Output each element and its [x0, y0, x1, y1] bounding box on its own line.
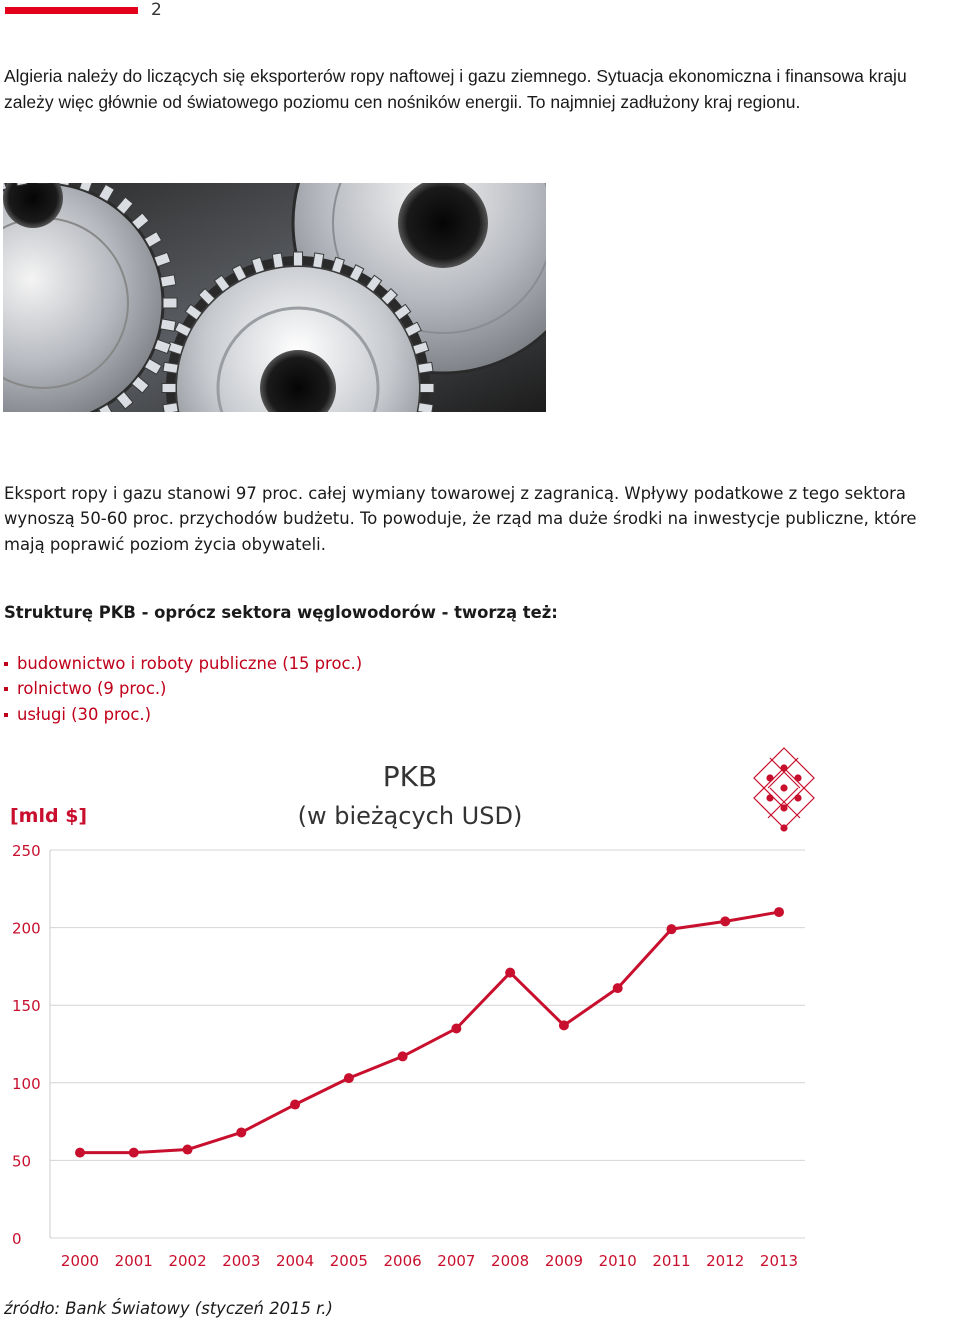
data-point — [559, 1020, 569, 1030]
gear-tooth — [163, 403, 178, 412]
gear-tooth — [160, 319, 176, 331]
data-point — [398, 1051, 408, 1061]
gear-tooth — [313, 253, 324, 268]
data-point — [344, 1073, 354, 1083]
data-point — [774, 907, 784, 917]
data-point — [183, 1145, 193, 1155]
data-point — [75, 1148, 85, 1158]
source-note: źródło: Bank Światowy (styczeń 2015 r.) — [4, 1299, 333, 1318]
gear-tooth — [294, 252, 303, 266]
gear-tooth — [418, 362, 433, 373]
y-tick-label: 0 — [12, 1230, 22, 1248]
y-tick-label: 50 — [12, 1152, 32, 1171]
header-accent-bar — [5, 7, 138, 14]
y-axis-label: [mld $] — [10, 805, 88, 827]
gdp-structure-heading: Strukturę PKB - oprócz sektora węglowodorów - tworzą też: — [4, 603, 558, 622]
gdp-structure-list — [4, 651, 362, 727]
gears-photo — [3, 183, 546, 412]
x-tick-label: 2004 — [275, 1252, 315, 1270]
x-tick-label: 2000 — [60, 1252, 100, 1270]
series-line — [80, 912, 779, 1153]
x-tick-label: 2012 — [706, 1252, 745, 1270]
bullet-square-icon — [4, 687, 8, 691]
y-tick-label: 250 — [12, 842, 41, 860]
data-point — [720, 916, 730, 926]
data-point — [129, 1148, 139, 1158]
export-paragraph: Eksport ropy i gazu stanowi 97 proc. całej wymiany towarowej z zagranicą. Wpływy podatkowe z tego sektora wynoszą 50-60 proc. przychodów budżetu. To powoduje, że rząd ma duże środki na inwestycje publiczne, które mają poprawić poziom życia obywateli. — [4, 484, 917, 554]
x-tick-label: 2011 — [652, 1252, 691, 1270]
y-tick-label: 200 — [12, 919, 41, 938]
gear-tooth — [272, 253, 283, 268]
gear-tooth — [160, 275, 176, 287]
gdp-line-chart — [0, 740, 960, 1275]
x-tick-label: 2001 — [114, 1252, 153, 1270]
x-tick-label: 2005 — [329, 1252, 368, 1270]
intro-paragraph: Algieria należy do liczących się eksporterów ropy naftowej i gazu ziemnego. Sytuacja ekonomiczna i finansowa kraju zależy więc głównie od światowego poziomu cen nośników energii. To najmniej zadłużony kraj regionu. — [4, 66, 907, 112]
chart-title: PKB — [382, 760, 438, 793]
gear-tooth — [420, 384, 434, 393]
data-point — [666, 924, 676, 934]
y-tick-label: 100 — [12, 1074, 41, 1093]
x-tick-label: 2006 — [383, 1252, 422, 1270]
gear-tooth — [163, 298, 177, 308]
x-tick-label: 2013 — [759, 1252, 799, 1270]
data-point — [505, 968, 515, 978]
data-point — [451, 1023, 461, 1033]
x-tick-label: 2009 — [544, 1252, 584, 1270]
data-point — [613, 983, 623, 993]
x-tick-label: 2010 — [598, 1252, 637, 1270]
x-tick-label: 2007 — [437, 1252, 476, 1270]
x-tick-label: 2008 — [491, 1252, 530, 1270]
gear-tooth — [162, 384, 176, 393]
list-item: usługi (30 proc.) — [4, 702, 362, 727]
gear-tooth — [418, 403, 433, 412]
page-number: 2 — [151, 0, 162, 20]
y-tick-label: 150 — [12, 997, 41, 1016]
data-point — [236, 1127, 246, 1137]
bullet-square-icon — [4, 713, 8, 717]
logo-icon — [754, 748, 814, 831]
x-tick-label: 2003 — [222, 1252, 261, 1270]
list-item: budownictwo i roboty publiczne (15 proc.) — [4, 651, 362, 676]
bullet-square-icon — [4, 662, 8, 666]
list-item: rolnictwo (9 proc.) — [4, 676, 362, 701]
chart-subtitle: (w bieżących USD) — [297, 802, 523, 830]
gear-tooth — [163, 362, 178, 373]
x-tick-label: 2002 — [168, 1252, 207, 1270]
data-point — [290, 1100, 300, 1110]
